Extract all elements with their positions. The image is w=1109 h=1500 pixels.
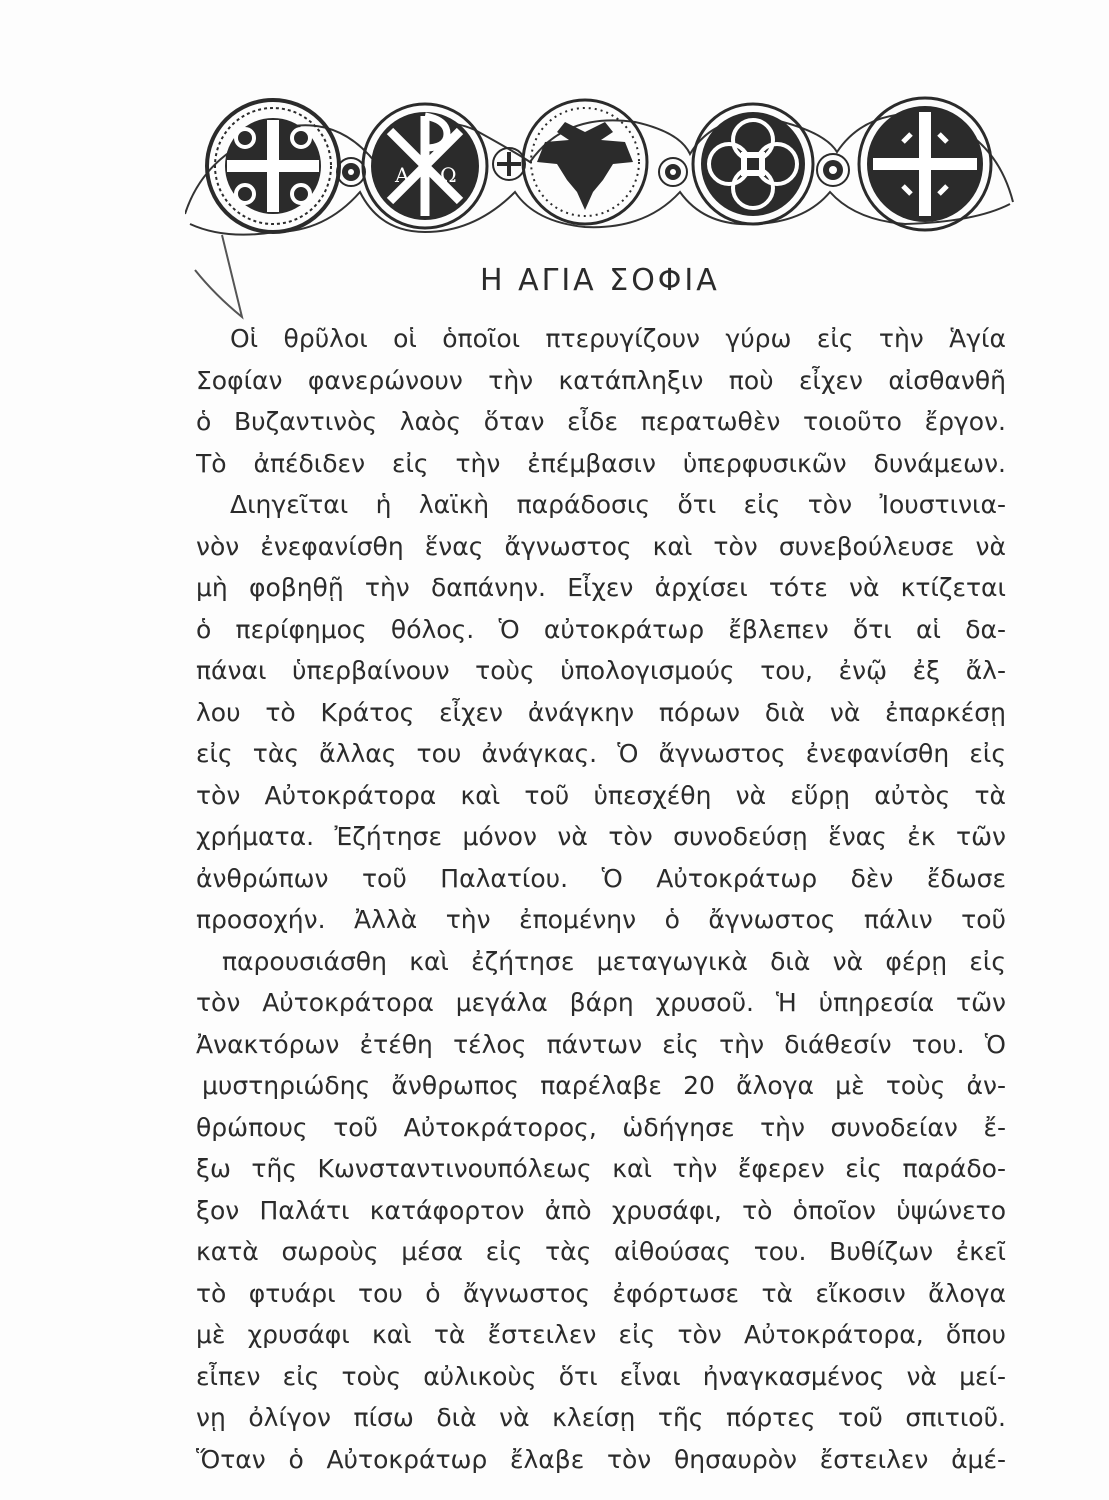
text-line: λου τὸ Κράτος εἶχεν ἀνάγκην πόρων διὰ νὰ ἐπαρκέσῃ: [196, 697, 1006, 727]
text-line: τὸν Αὐτοκράτορα μεγάλα βάρη χρυσοῦ. Ἡ ὑπηρεσία τῶν: [196, 988, 1006, 1017]
text-line: πάναι ὑπερβαίνουν τοὺς ὑπολογισμούς του, ἐνῷ ἐξ ἄλ-: [196, 656, 1006, 685]
body-text: [196, 318, 1006, 1480]
text-line: τὸ φτυάρι του ὁ ἄγνωστος ἐφόρτωσε τὰ εἴκοσιν ἄλογα: [196, 1278, 1006, 1308]
double-headed-eagle-icon: [523, 100, 647, 224]
text-line: Οἱ θρῦλοι οἱ ὁποῖοι πτερυγίζουν γύρω εἰς τὴν Ἁγία: [230, 324, 1006, 353]
rosette-icon: [659, 158, 687, 186]
pencil-check-mark: [190, 225, 260, 320]
svg-text:A: A: [395, 163, 410, 187]
svg-text:Ω: Ω: [440, 163, 457, 187]
text-line: ἀνθρώπων τοῦ Παλατίου. Ὁ Αὐτοκράτωρ δὲν ἔδωσε: [196, 863, 1006, 893]
text-line: παρουσιάσθη καὶ ἐζήτησε μεταγωγικὰ διὰ νὰ φέρῃ εἰς: [222, 946, 1006, 976]
text-line: θρώπους τοῦ Αὐτοκράτορος, ὡδήγησε τὴν συνοδείαν ἔ-: [196, 1112, 1006, 1142]
text-line: Ὅταν ὁ Αὐτοκράτωρ ἔλαβε τὸν θησαυρὸν ἔστειλεν ἀμέ-: [196, 1444, 1006, 1474]
text-line: ὁ περίφημος θόλος. Ὁ αὐτοκράτωρ ἔβλεπεν ὅτι αἱ δα-: [196, 614, 1006, 644]
rosette-icon: [337, 158, 365, 186]
text-line: εἰς τὰς ἄλλας του ἀνάγκας. Ὁ ἄγνωστος ἐνεφανίσθη εἰς: [196, 739, 1006, 768]
text-line: μὴ φοβηθῇ τὴν δαπάνην. Εἶχεν ἀρχίσει τότε νὰ κτίζεται: [196, 573, 1006, 602]
text-line: ξω τῆς Κωνσταντινουπόλεως καὶ τὴν ἔφερεν εἰς παράδο-: [196, 1154, 1006, 1183]
text-line: τὸν Αὐτοκράτορα καὶ τοῦ ὑπεσχέθη νὰ εὕρῃ αὐτὸς τὰ: [196, 780, 1006, 810]
text-line: Ἀνακτόρων ἐτέθη τέλος πάντων εἰς τὴν διάθεσίν του. Ὁ: [196, 1029, 1006, 1059]
text-line: ὁ Βυζαντινὸς λαὸς ὅταν εἶδε περατωθὲν τοιοῦτο ἔργον.: [196, 407, 1006, 436]
text-line: μυστηριώδης ἄνθρωπος παρέλαβε 20 ἄλογα μὲ τοὺς ἀν-: [202, 1071, 1006, 1100]
text-line: Σοφίαν φανερώνουν τὴν κατάπληξιν ποὺ εἶχεν αἰσθανθῆ: [196, 365, 1006, 395]
small-cross-rosette-icon: [493, 148, 525, 180]
maltese-cross-icon: [859, 98, 991, 230]
text-line: χρήματα. Ἐζήτησε μόνον νὰ τὸν συνοδεύσῃ ἕνας ἐκ τῶν: [196, 822, 1006, 851]
text-line: μὲ χρυσάφι καὶ τὰ ἔστειλεν εἰς τὸν Αὐτοκράτορα, ὅπου: [196, 1320, 1006, 1349]
text-line: προσοχήν. Ἀλλὰ τὴν ἐπομένην ὁ ἄγνωστος πάλιν τοῦ: [196, 905, 1006, 934]
rosette-icon: [817, 154, 849, 186]
text-line: κατὰ σωροὺς μέσα εἰς τὰς αἰθούσας του. Βυθίζων ἐκεῖ: [196, 1237, 1006, 1266]
page-title: Η ΑΓΙΑ ΣΟΦΙΑ: [480, 263, 720, 298]
ornate-cross-icon: [207, 100, 339, 232]
text-line: Διηγεῖται ἡ λαϊκὴ παράδοσις ὅτι εἰς τὸν Ἰουστινια-: [230, 490, 1006, 519]
text-line: νὸν ἐνεφανίσθη ἕνας ἄγνωστος καὶ τὸν συνεβούλευσε νὰ: [196, 531, 1006, 561]
text-line: ξον Παλάτι κατάφορτον ἀπὸ χρυσάφι, τὸ ὁποῖον ὑψώνετο: [196, 1195, 1006, 1225]
byzantine-medallion-border: [185, 92, 1015, 242]
chi-rho-alpha-omega-icon: [363, 104, 487, 228]
text-line: νῃ ὀλίγον πίσω διὰ νὰ κλείσῃ τῆς πόρτες τοῦ σπιτιοῦ.: [196, 1403, 1006, 1432]
text-line: εἶπεν εἰς τοὺς αὐλικοὺς ὅτι εἶναι ἠναγκασμένος νὰ μεί-: [196, 1361, 1006, 1391]
text-line: Τὸ ἀπέδιδεν εἰς τὴν ἐπέμβασιν ὑπερφυσικῶν δυνάμεων.: [196, 448, 1006, 478]
quatrefoil-cross-icon: [693, 104, 813, 224]
